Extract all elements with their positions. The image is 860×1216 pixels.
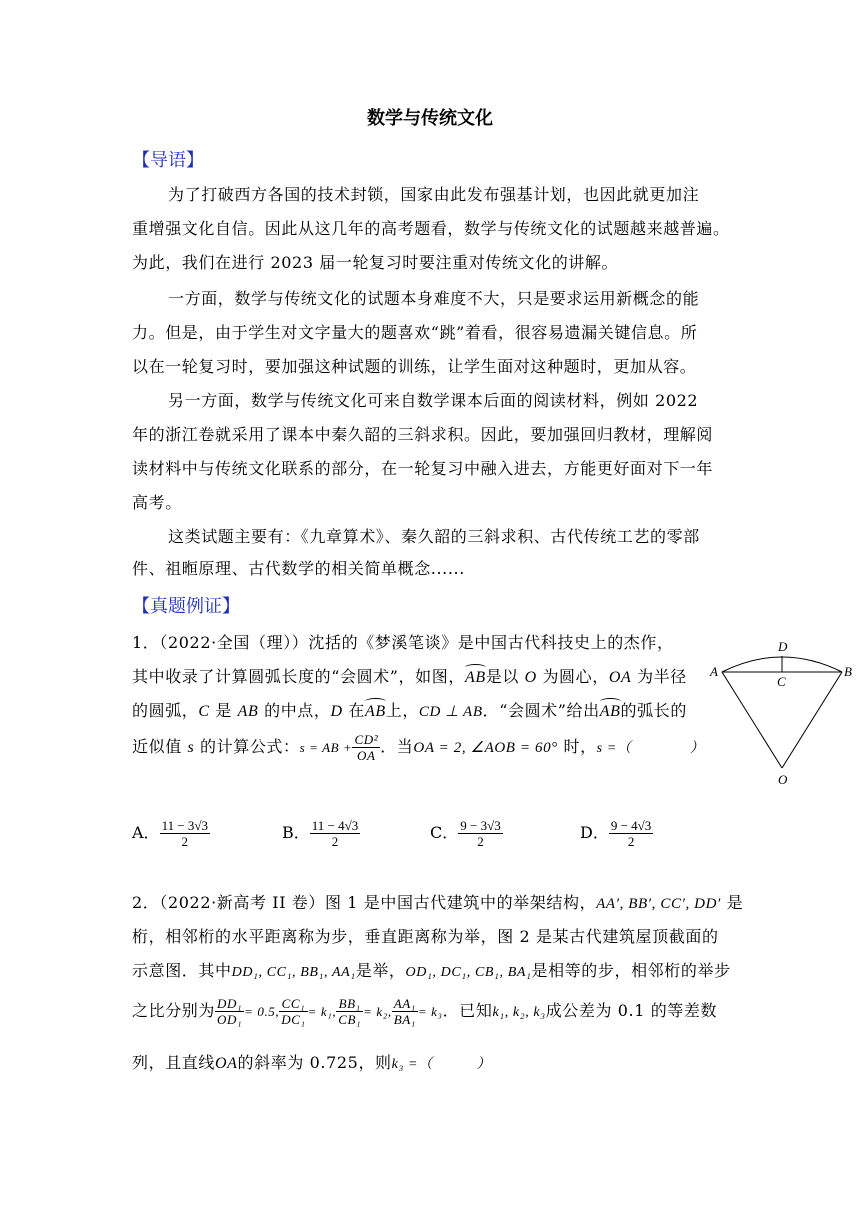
option-b[interactable]	[282, 818, 360, 849]
q2-text: 是举，	[355, 961, 406, 980]
q2-line3	[132, 958, 731, 981]
arc-ab: AB	[464, 669, 486, 686]
option-label: C．	[430, 823, 459, 842]
q1-text: 上，	[385, 701, 419, 720]
option-d[interactable]	[580, 818, 653, 849]
q2-text: ．已知	[442, 1001, 493, 1020]
intro-p2-line1: 一方面，数学与传统文化的试题本身难度不大，只是要求运用新概念的能	[168, 289, 700, 308]
q2-text: 图 1 是中国古代建筑中的举架结构，	[325, 893, 597, 912]
q1-line1	[132, 630, 674, 653]
q1-text: 沈括的《梦溪笔谈》是中国古代科技史上的杰作，	[308, 633, 674, 652]
math-expr: AA′, BB′, CC′, DD′	[596, 896, 721, 912]
q1-text: 其中收录了计算圆弧长度的“会圆术”，如图，	[132, 667, 465, 686]
q2-text: 示意图．其中	[132, 961, 232, 980]
math-var: O	[524, 669, 537, 686]
arc-ab: AB	[599, 703, 621, 720]
q1-text: ．当	[380, 737, 414, 756]
math-expr: = 0.5,	[244, 1004, 280, 1019]
q1-text: 在	[342, 701, 365, 720]
page-title: 数学与传统文化	[367, 108, 493, 129]
option-c[interactable]	[430, 818, 503, 849]
label-d: D	[778, 639, 788, 654]
intro-p4-line1: 这类试题主要有：《九章算术》、秦久韶的三斜求积、古代传统工艺的零部	[168, 527, 700, 546]
q2-line2: 桁，相邻桁的水平距离称为步，垂直距离称为举，图 2 是某古代建筑屋顶截面的	[132, 927, 719, 946]
q1-text: 的圆弧，	[132, 701, 199, 720]
math-expr: s = AB +	[299, 740, 353, 755]
q2-text: 是相等的步，相邻桁的举步	[531, 961, 731, 980]
q1-text: 是以	[485, 667, 525, 686]
label-b: B	[844, 664, 852, 679]
math-expr: CD ⊥ AB	[418, 704, 483, 720]
ratio-fraction: $\frac{\text{DD₁}}{\text{OD₁}}$	[217, 996, 243, 1027]
math-var: C	[198, 703, 210, 720]
radius-ob	[782, 672, 842, 768]
intro-p3-line1: 另一方面，数学与传统文化可来自数学课本后面的阅读材料，例如 2022	[168, 391, 699, 410]
q1-line3	[132, 698, 687, 721]
q2-number: 2．	[132, 893, 160, 912]
q1-text: 的中点，	[258, 701, 331, 720]
intro-p4-line2: 件、祖暅原理、古代数学的相关简单概念......	[132, 559, 465, 578]
q1-text: 时，	[557, 737, 597, 756]
option-fraction: $\frac{9 - 3√3}{2}$	[460, 818, 501, 849]
intro-p3-line2: 年的浙江卷就采用了课本中秦久韶的三斜求积。因此，要加强回归教材，理解阅	[132, 425, 714, 444]
intro-p1-line1: 为了打破西方各国的技术封锁，国家由此发布强基计划，也因此就更加注	[168, 185, 700, 204]
q1-number: 1．	[132, 633, 160, 652]
q2-line5	[132, 1050, 491, 1073]
q1-line4	[132, 732, 704, 763]
intro-p3-line3: 读材料中与传统文化联系的部分，在一轮复习中融入进去，方能更好面对下一年	[132, 459, 714, 478]
intro-p1-line2: 重增强文化自信。因此从这几年的高考题看，数学与传统文化的试题越来越普遍。	[132, 219, 730, 238]
q2-text: 成公差为 0.1 的等差数	[545, 1001, 718, 1020]
q1-text: 为圆心，	[536, 667, 609, 686]
math-var: s	[187, 739, 195, 756]
q2-text: 的斜率为 0.725，则	[237, 1053, 392, 1072]
q1-line2	[132, 664, 687, 687]
q1-text: 的弧长的	[620, 701, 687, 720]
label-a: A	[710, 664, 718, 679]
answer-blank: s =（ ）	[596, 741, 705, 756]
q2-text: 是	[720, 893, 744, 912]
q1-text: 是	[209, 701, 238, 720]
option-fraction: $\frac{9 - 4√3}{2}$	[610, 818, 652, 849]
q2-text: 列，且直线	[132, 1053, 216, 1072]
option-label: A．	[132, 823, 160, 842]
math-expr: OD₁, DC₁, CB₁, BA₁	[405, 965, 532, 980]
math-expr: = k₃	[417, 1004, 443, 1019]
option-a[interactable]	[132, 818, 210, 849]
section-heading-intro: 【导语】	[132, 150, 204, 171]
q2-line1	[132, 890, 743, 913]
q1-figure	[702, 630, 860, 790]
intro-p3-line4: 高考。	[132, 493, 182, 512]
radius-oa	[722, 672, 782, 768]
ratio-fraction: $\frac{\text{AA₁}}{\text{BA₁}}$	[393, 996, 416, 1027]
q1-source: （2022·全国（理））	[159, 633, 309, 652]
arc-ab: AB	[364, 703, 386, 720]
math-expr: = k₁,	[307, 1004, 337, 1019]
option-fraction: $\frac{11 - 3√3}{2}$	[161, 818, 209, 849]
option-fraction: $\frac{11 - 4√3}{2}$	[311, 818, 359, 849]
option-label: B．	[282, 823, 310, 842]
section-heading-examples: 【真题例证】	[132, 596, 240, 617]
label-o: O	[778, 772, 788, 787]
ratio-fraction: $\frac{\text{BB₁}}{\text{CB₁}}$	[338, 996, 362, 1027]
q2-source: （2022·新高考 II 卷）	[159, 893, 326, 912]
ratio-fraction: $\frac{\text{CC₁}}{\text{DC₁}}$	[281, 996, 306, 1027]
math-expr: OA = 2, ∠AOB = 60°	[413, 740, 558, 756]
math-var: OA	[215, 1055, 238, 1072]
option-label: D．	[580, 823, 609, 842]
answer-blank: k₃ =（ ）	[391, 1057, 492, 1072]
q1-text: 为半径	[631, 667, 687, 686]
intro-p2-line2: 力。但是，由于学生对文字量大的题喜欢“跳”着看，很容易遗漏关键信息。所	[132, 323, 698, 342]
math-expr: DD₁, CC₁, BB₁, AA₁	[231, 965, 356, 980]
q2-line4	[132, 996, 717, 1027]
math-expr: k₁, k₂, k₃	[492, 1005, 546, 1020]
math-var: OA	[608, 669, 632, 686]
q1-text: ．“会圆术”给出	[482, 701, 600, 720]
math-var: D	[330, 703, 343, 720]
q1-text: 近似值	[132, 737, 188, 756]
label-c: C	[777, 674, 786, 689]
formula-fraction: $\frac{\text{CD²}}{OA}$	[354, 732, 379, 763]
math-var: AB	[237, 703, 259, 720]
intro-p2-line3: 以在一轮复习时，要加强这种试题的训练，让学生面对这种题时，更加从容。	[132, 357, 697, 376]
q1-text: 的计算公式：	[194, 737, 300, 756]
intro-p1-line3: 为此，我们在进行 2023 届一轮复习时要注重对传统文化的讲解。	[132, 253, 619, 272]
math-expr: = k₂,	[363, 1004, 392, 1019]
q2-text: 之比分别为	[132, 1001, 216, 1020]
